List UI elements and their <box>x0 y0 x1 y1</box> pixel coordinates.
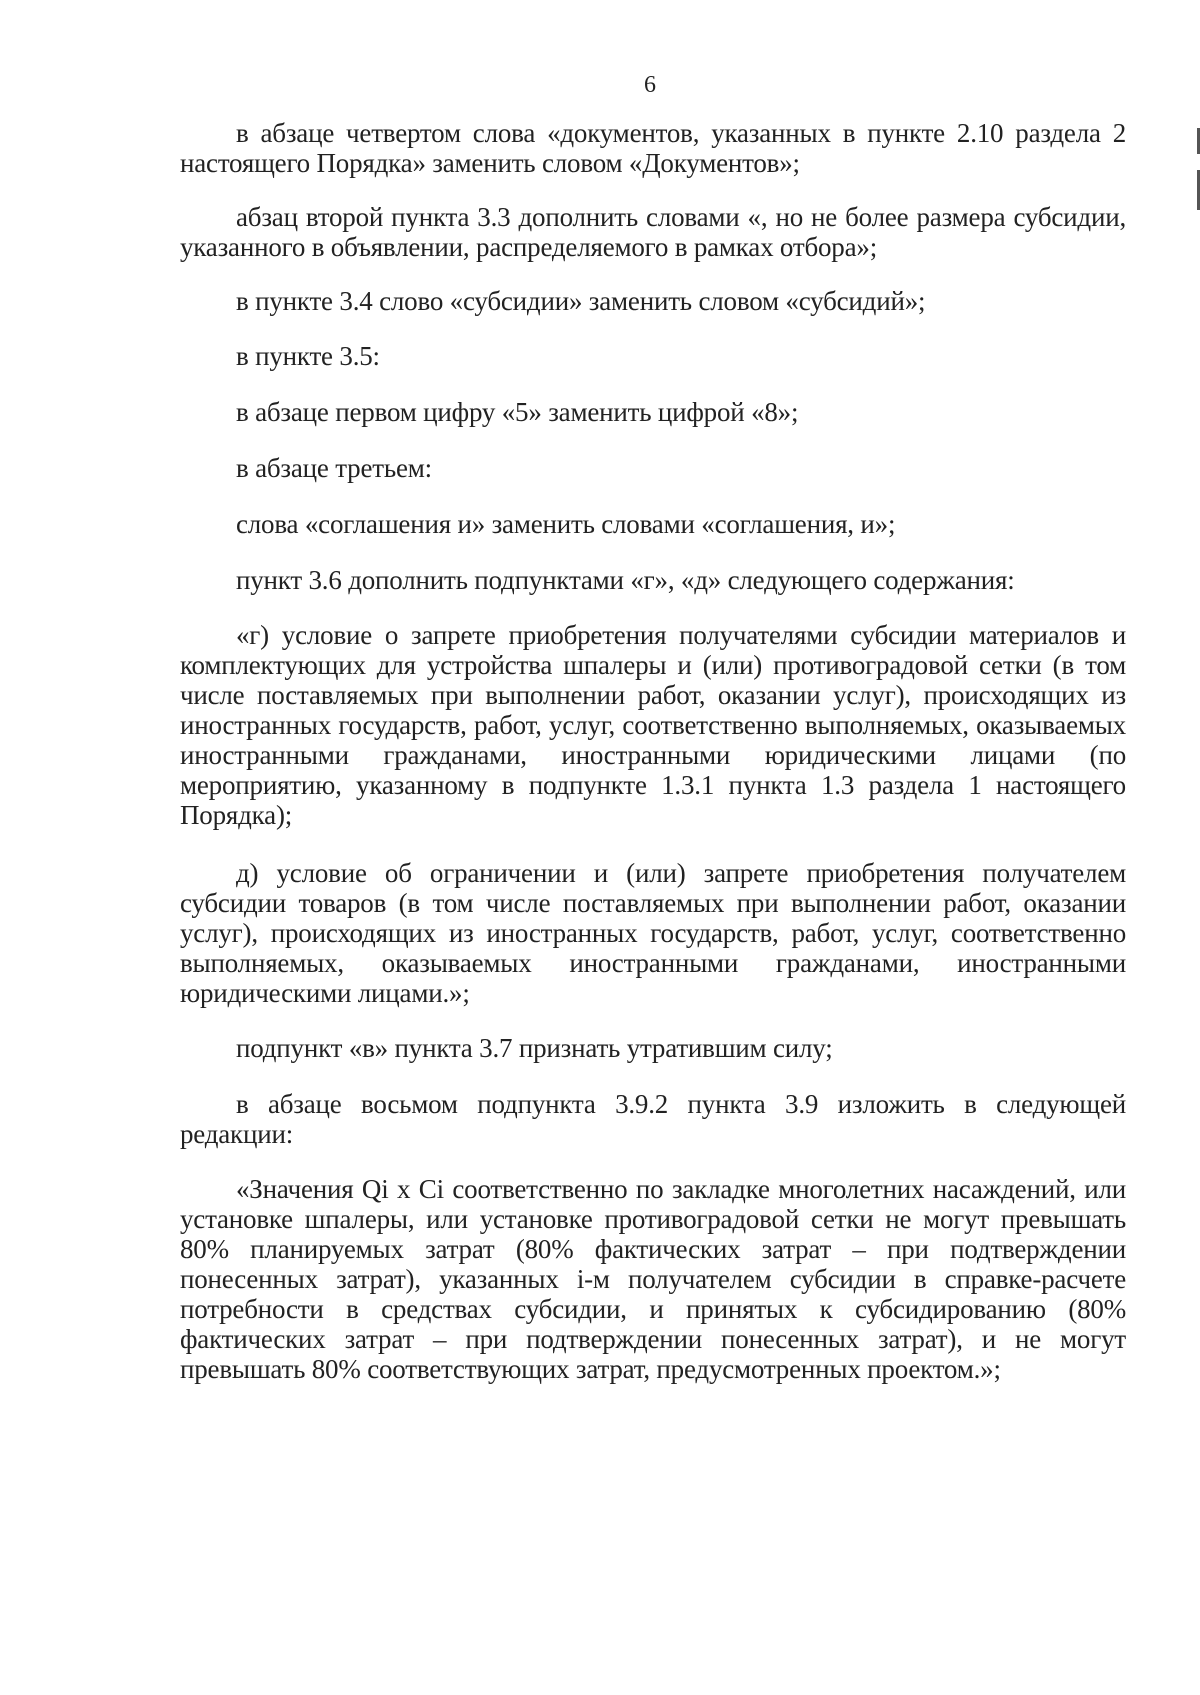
paragraph-4: в пункте 3.5: <box>236 341 380 371</box>
paragraph-12: в абзаце восьмом подпункта 3.9.2 пункта 3.9 изложить в следующей редакции: <box>180 1089 1126 1149</box>
paragraph-3: в пункте 3.4 слово «субсидии» заменить словом «субсидий»; <box>236 286 926 316</box>
paragraph-2: абзац второй пункта 3.3 дополнить словами «, но не более размера субсидии, указанного в объявлении, распределяемого в рамках отбора»; <box>180 202 1126 262</box>
paragraph-1: в абзаце четвертом слова «документов, указанных в пункте 2.10 раздела 2 настоящего Порядка» заменить словом «Документов»; <box>180 118 1126 178</box>
paragraph-11: подпункт «в» пункта 3.7 признать утратившим силу; <box>236 1033 833 1063</box>
page-number: 6 <box>644 72 656 98</box>
paragraph-5: в абзаце первом цифру «5» заменить цифрой «8»; <box>236 397 799 427</box>
paragraph-10: д) условие об ограничении и (или) запрете приобретения получателем субсидии товаров (в том числе поставляемых при выполнении работ, оказании услуг), происходящих из иностранных государств, работ, услуг, соответственно выполняемых, оказываемых иностранными гражданами, иностранными юридическими лицами.»; <box>180 858 1126 1008</box>
paragraph-6: в абзаце третьем: <box>236 453 432 483</box>
paragraph-9: «г) условие о запрете приобретения получателями субсидии материалов и комплектующих для устройства шпалеры и (или) противоградовой сетки (в том числе поставляемых при выполнении работ, оказании услуг), происходящих из иностранных государств, работ, услуг, соответственно выполняемых, оказываемых иностранными гражданами, иностранными юридическими лицами (по мероприятию, указанному в подпункте 1.3.1 пункта 1.3 раздела 1 настоящего Порядка); <box>180 620 1126 830</box>
paragraph-7: слова «соглашения и» заменить словами «соглашения, и»; <box>236 509 896 539</box>
paragraph-8: пункт 3.6 дополнить подпунктами «г», «д» следующего содержания: <box>236 565 1015 595</box>
paragraph-13: «Значения Qi х Ci соответственно по закладке многолетних насаждений, или установке шпалеры, или установке противоградовой сетки не могут превышать 80% планируемых затрат (80% фактических затрат – при подтверждении понесенных затрат), указанных i-м получателем субсидии в справке-расчете потребности в средствах субсидии, и принятых к субсидированию (80% фактических затрат – при подтверждении понесенных затрат), и не могут превышать 80% соответствующих затрат, предусмотренных проектом.»; <box>180 1174 1126 1384</box>
